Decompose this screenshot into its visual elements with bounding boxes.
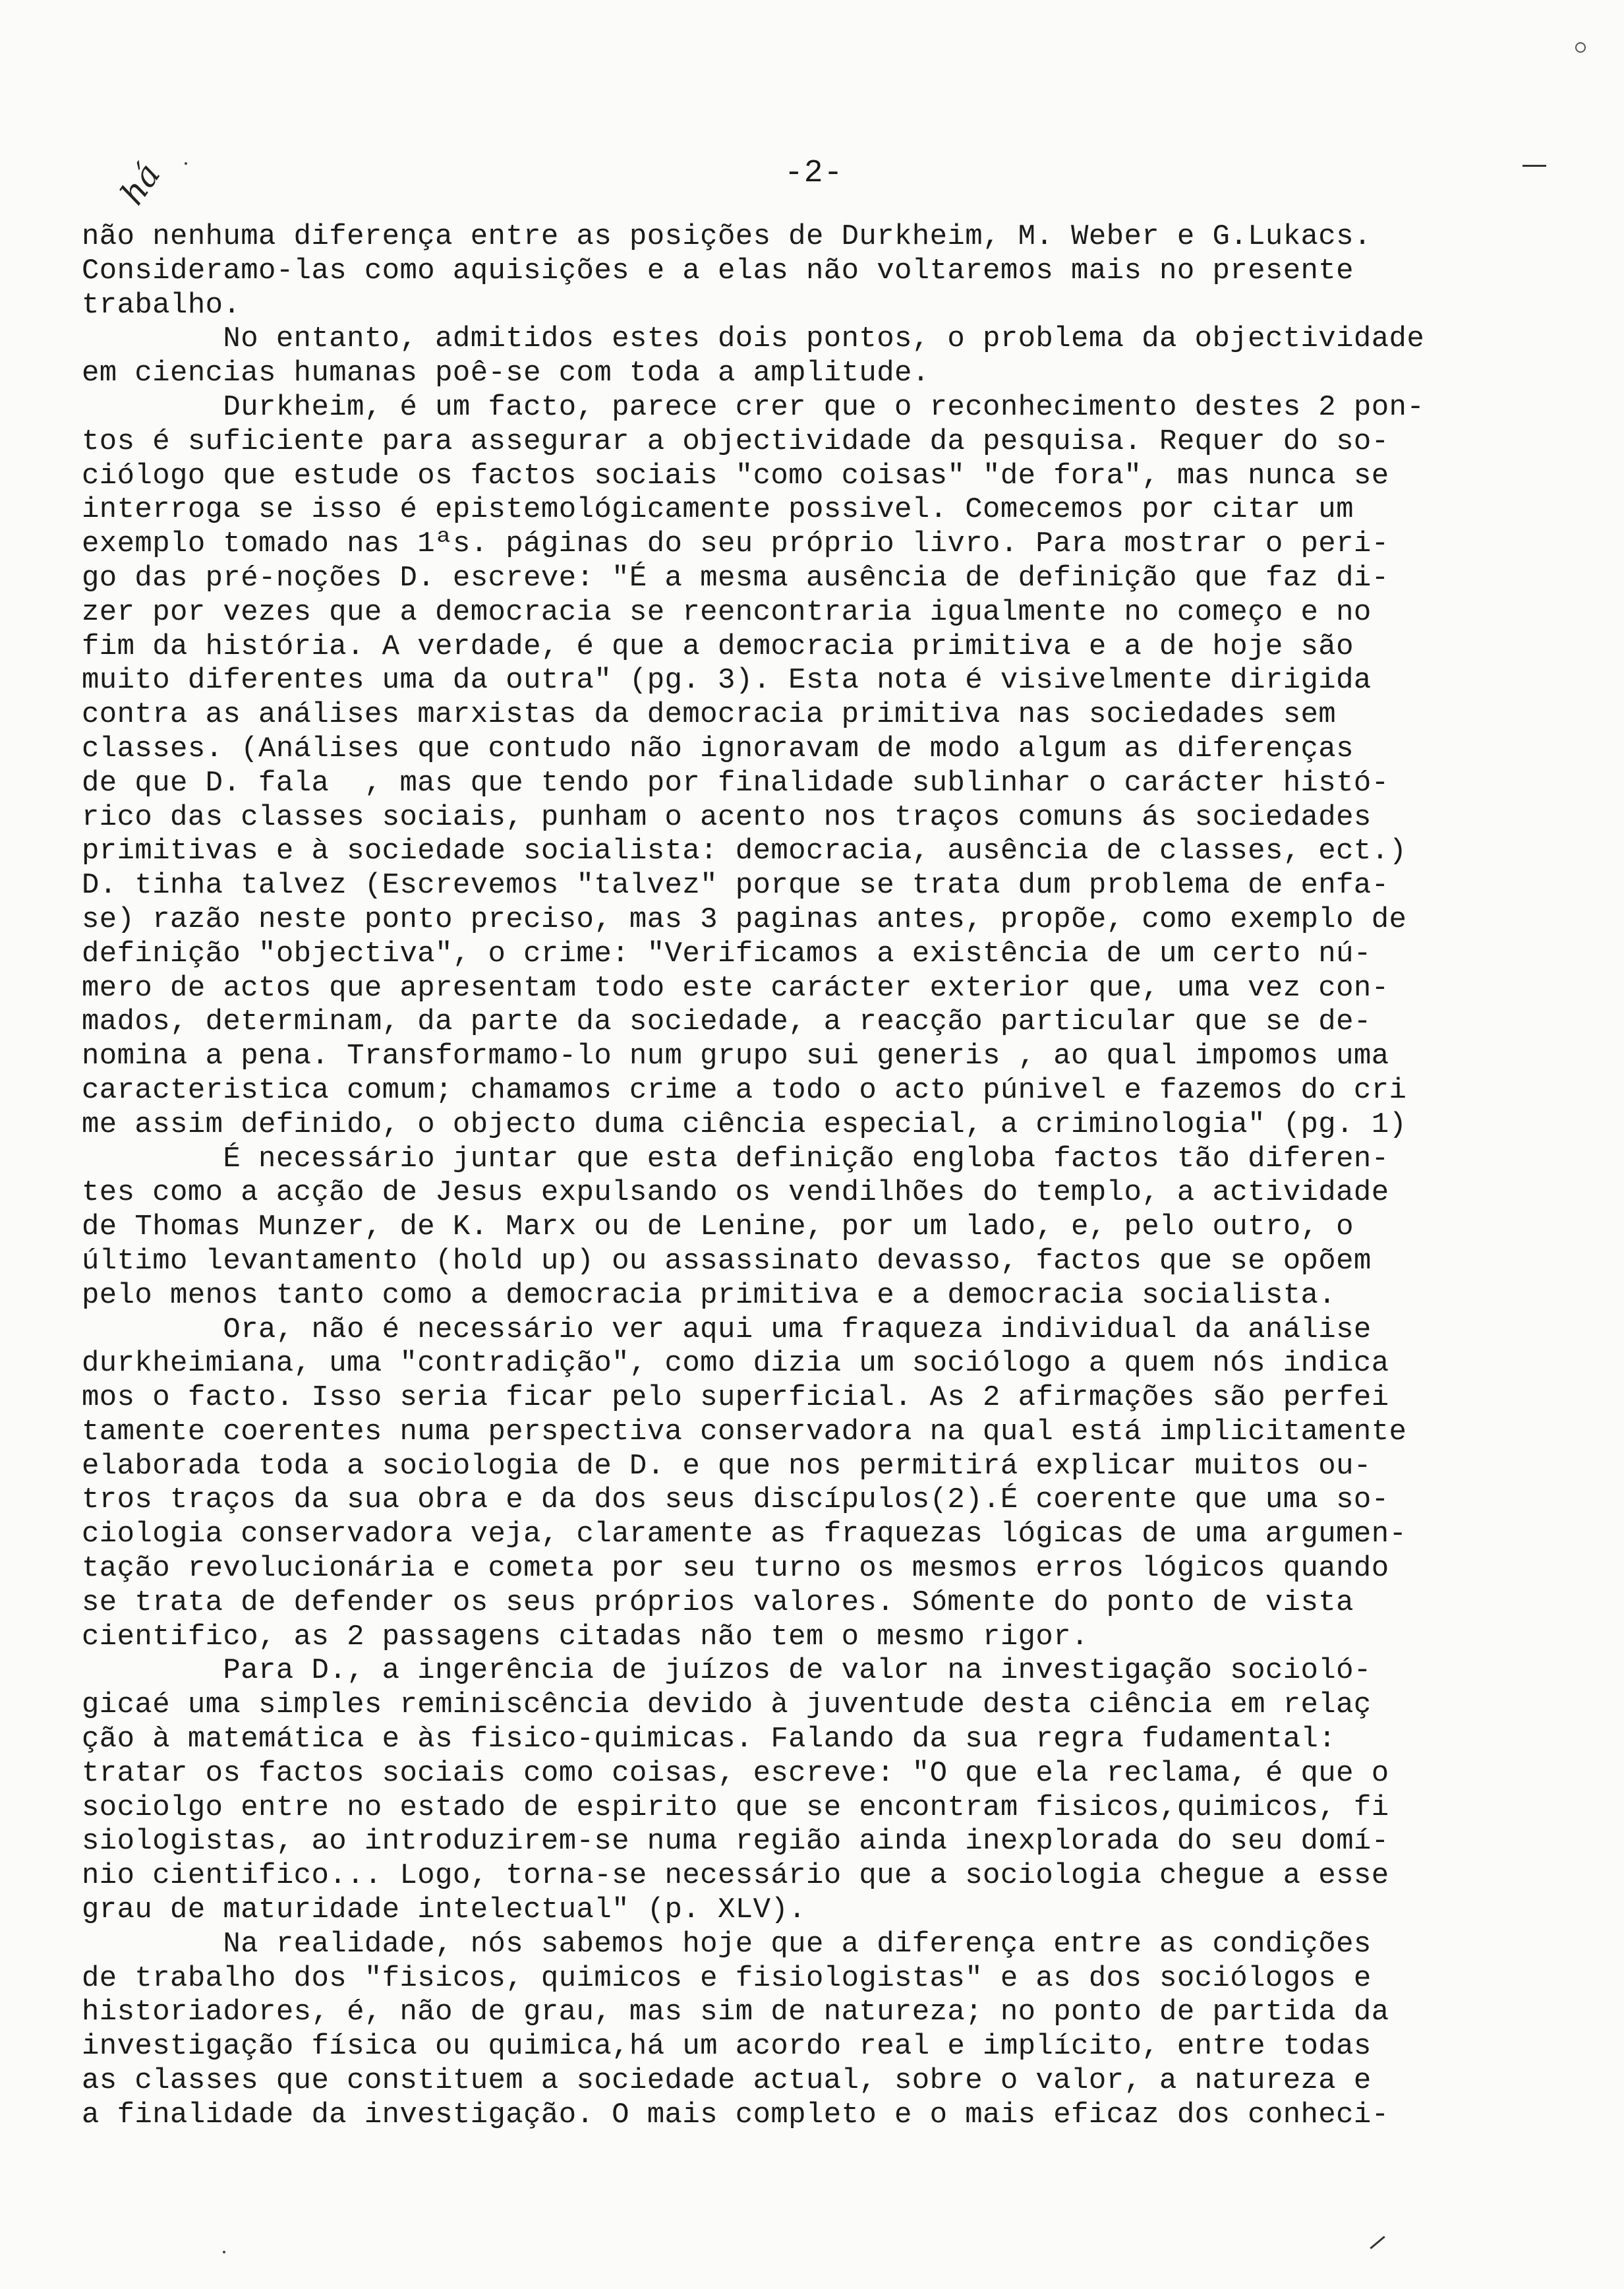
text-line: tamente coerentes numa perspectiva conservadora na qual está implicitamente bbox=[82, 1415, 1407, 1448]
text-line: tes como a acção de Jesus expulsando os vendilhões do templo, a actividade bbox=[82, 1176, 1389, 1210]
text-line: ciologia conservadora veja, claramente as fraquezas lógicas de uma argumen- bbox=[82, 1518, 1407, 1551]
text-line: muito diferentes uma da outra" (pg. 3). Esta nota é visivelmente dirigida bbox=[82, 664, 1372, 698]
text-line: primitivas e à sociedade socialista: democracia, ausência de classes, ect.) bbox=[82, 835, 1407, 868]
text-line: investigação física ou quimica,há um acordo real e implícito, entre todas bbox=[82, 2030, 1372, 2064]
text-line: D. tinha talvez (Escrevemos "talvez" porque se trata dum problema de enfa- bbox=[82, 869, 1389, 903]
margin-stroke-mark bbox=[1370, 2236, 1385, 2249]
scan-dot-mark bbox=[223, 2251, 225, 2253]
text-line: Durkheim, é um facto, parece crer que o reconhecimento destes 2 pon- bbox=[82, 390, 1425, 424]
text-line: rico das classes sociais, punham o acento nos traços comuns ás sociedades bbox=[82, 800, 1372, 834]
text-line: nio cientifico... Logo, torna-se necessário que a sociologia chegue a esse bbox=[82, 1859, 1389, 1893]
text-line: nomina a pena. Transformamo-lo num grupo sui generis , ao qual impomos uma bbox=[82, 1040, 1389, 1073]
text-line: tros traços da sua obra e da dos seus discípulos(2).É coerente que uma so- bbox=[82, 1483, 1389, 1517]
text-line: tação revolucionária e cometa por seu turno os mesmos erros lógicos quando bbox=[82, 1552, 1389, 1586]
scan-speck-mark bbox=[1575, 42, 1586, 53]
typewritten-text-body bbox=[82, 220, 1558, 2133]
text-line: Na realidade, nós sabemos hoje que a diferença entre as condições bbox=[82, 1927, 1372, 1961]
text-line: ção à matemática e às fisico-quimicas. Falando da sua regra fudamental: bbox=[82, 1723, 1337, 1756]
text-line: mero de actos que apresentam todo este carácter exterior que, uma vez con- bbox=[82, 971, 1389, 1005]
text-line: gicaé uma simples reminiscência devido à juventude desta ciência em relaç bbox=[82, 1688, 1372, 1722]
text-line: go das pré-noções D. escreve: "É a mesma ausência de definição que faz di- bbox=[82, 561, 1389, 595]
text-line: não nenhuma diferença entre as posições de Durkheim, M. Weber e G.Lukacs. bbox=[82, 220, 1372, 253]
text-line: durkheimiana, uma "contradição", como dizia um sociólogo a quem nós indica bbox=[82, 1347, 1389, 1381]
text-line: zer por vezes que a democracia se reencontraria igualmente no começo e no bbox=[82, 595, 1372, 629]
text-line: exemplo tomado nas 1ªs. páginas do seu próprio livro. Para mostrar o peri- bbox=[82, 527, 1389, 561]
text-line: me assim definido, o objecto duma ciência especial, a criminologia" (pg. 1) bbox=[82, 1108, 1407, 1141]
text-line: No entanto, admitidos estes dois pontos, o problema da objectividade bbox=[82, 322, 1425, 356]
text-line: caracteristica comum; chamamos crime a todo o acto púnivel e fazemos do cri bbox=[82, 1073, 1407, 1107]
text-line: a finalidade da investigação. O mais completo e o mais eficaz dos conheci- bbox=[82, 2098, 1389, 2131]
text-line: trabalho. bbox=[82, 288, 241, 322]
text-line: se trata de defender os seus próprios valores. Sómente do ponto de vista bbox=[82, 1586, 1354, 1619]
text-line: as classes que constituem a sociedade actual, sobre o valor, a natureza e bbox=[82, 2064, 1372, 2098]
text-line: em ciencias humanas poê-se com toda a amplitude. bbox=[82, 357, 930, 390]
page-number: -2- bbox=[784, 156, 844, 191]
text-line: Consideramo-las como aquisições e a elas não voltaremos mais no presente bbox=[82, 254, 1354, 287]
text-line: definição "objectiva", o crime: "Verificamos a existência de um certo nú- bbox=[82, 937, 1372, 970]
text-line: grau de maturidade intelectual" (p. XLV). bbox=[82, 1893, 806, 1927]
text-line: de trabalho dos "fisicos, quimicos e fisiologistas" e as dos sociólogos e bbox=[82, 1961, 1372, 1995]
margin-dash-mark bbox=[1522, 165, 1546, 167]
text-line: historiadores, é, não de grau, mas sim de natureza; no ponto de partida da bbox=[82, 1996, 1389, 2029]
text-line: tratar os factos sociais como coisas, escreve: "O que ela reclama, é que o bbox=[82, 1756, 1389, 1790]
text-line: É necessário juntar que esta definição engloba factos tão diferen- bbox=[82, 1142, 1389, 1175]
text-line: se) razão neste ponto preciso, mas 3 paginas antes, propõe, como exemplo de bbox=[82, 903, 1407, 936]
text-line: interroga se isso é epistemológicamente possivel. Comecemos por citar um bbox=[82, 493, 1354, 527]
text-line: tos é suficiente para assegurar a objectividade da pesquisa. Requer do so- bbox=[82, 425, 1389, 458]
text-line: Ora, não é necessário ver aqui uma fraqueza individual da análise bbox=[82, 1313, 1372, 1346]
text-line: pelo menos tanto como a democracia primitiva e a democracia socialista. bbox=[82, 1278, 1337, 1312]
text-line: último levantamento (hold up) ou assassinato devasso, factos que se opõem bbox=[82, 1244, 1372, 1278]
text-line: mados, determinam, da parte da sociedade, a reacção particular que se de- bbox=[82, 1005, 1372, 1039]
scan-dot-mark bbox=[185, 162, 187, 165]
text-line: ciólogo que estude os factos sociais "como coisas" "de fora", mas nunca se bbox=[82, 459, 1389, 492]
handwritten-insert: há bbox=[113, 156, 168, 212]
text-line: de Thomas Munzer, de K. Marx ou de Lenine, por um lado, e, pelo outro, o bbox=[82, 1210, 1354, 1244]
text-line: siologistas, ao introduzirem-se numa região ainda inexplorada do seu domí- bbox=[82, 1825, 1389, 1858]
text-line: sociolgo entre no estado de espirito que se encontram fisicos,quimicos, fi bbox=[82, 1791, 1389, 1824]
text-line: elaborada toda a sociologia de D. e que nos permitirá explicar muitos ou- bbox=[82, 1449, 1372, 1483]
text-line: de que D. fala , mas que tendo por finalidade sublinhar o carácter histó- bbox=[82, 766, 1389, 800]
text-line: classes. (Análises que contudo não ignoravam de modo algum as diferenças bbox=[82, 732, 1354, 765]
text-line: contra as análises marxistas da democracia primitiva nas sociedades sem bbox=[82, 698, 1337, 732]
text-line: mos o facto. Isso seria ficar pelo superficial. As 2 afirmações são perfei bbox=[82, 1381, 1389, 1415]
text-line: Para D., a ingerência de juízos de valor na investigação socioló- bbox=[82, 1654, 1372, 1688]
text-line: fim da história. A verdade, é que a democracia primitiva e a de hoje são bbox=[82, 630, 1354, 663]
text-line: cientifico, as 2 passagens citadas não tem o mesmo rigor. bbox=[82, 1620, 1089, 1653]
